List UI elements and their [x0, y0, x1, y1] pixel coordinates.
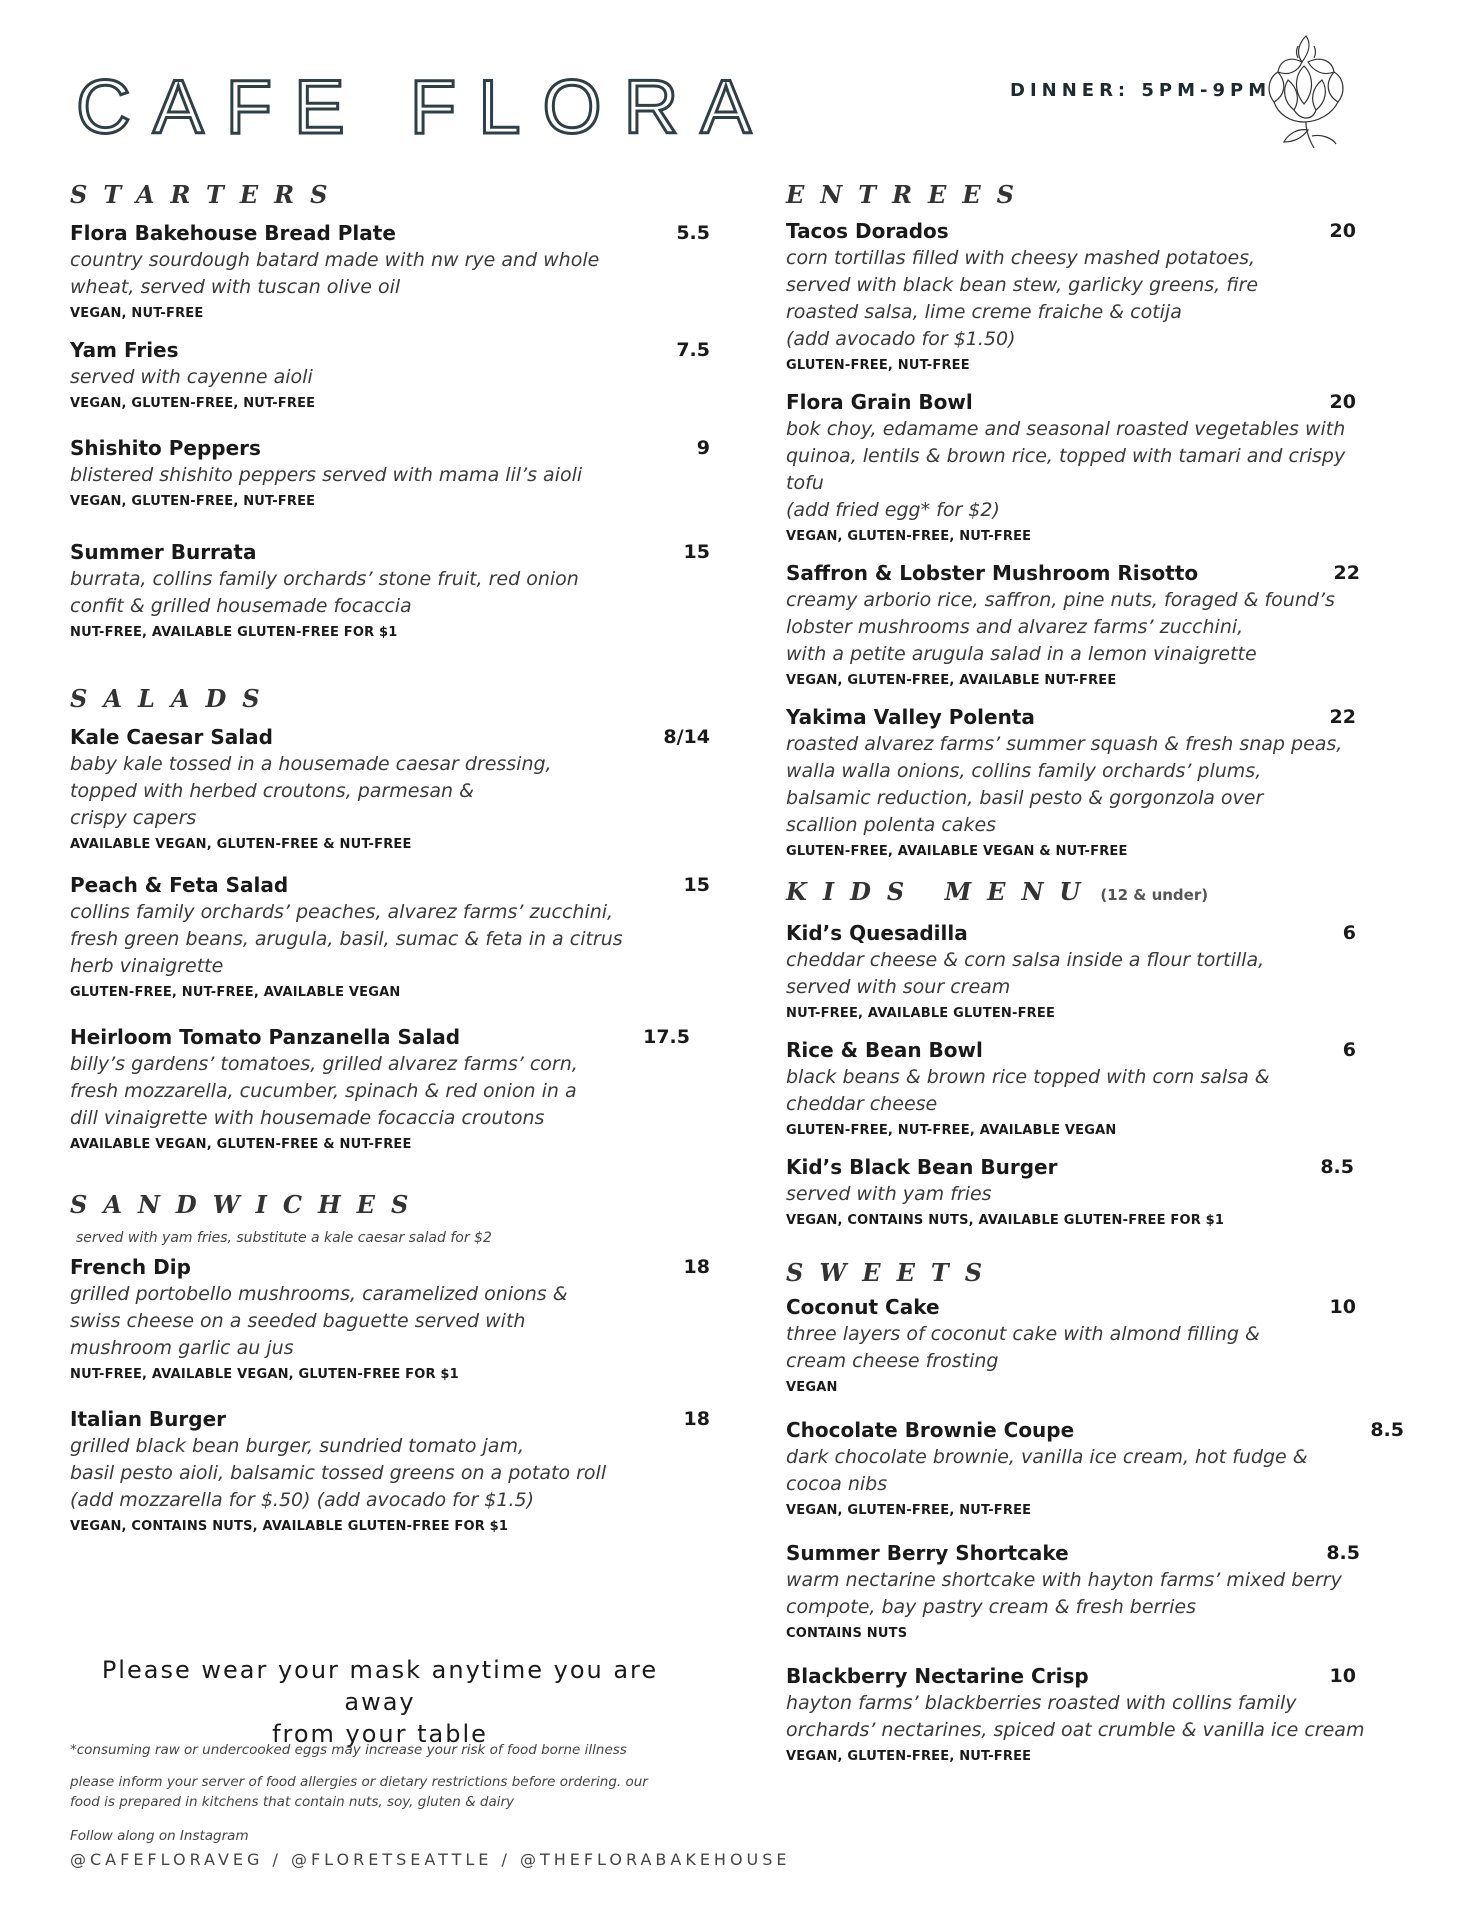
section-title-sandwiches: SANDWICHES — [70, 1190, 425, 1219]
item-description: billy’s gardens’ tomatoes, grilled alvarez farms’ corn, fresh mozzarella, cucumber, spinach & red onion in a dill vinaigrette with housemade focaccia croutons — [70, 1053, 578, 1129]
item-description: creamy arborio rice, saffron, pine nuts, foraged & found’s lobster mushrooms and alvarez farms’ zucchini, with a petite arugula salad in a lemon vinaigrette — [786, 589, 1335, 665]
left-column — [70, 180, 710, 1534]
instagram-handles[interactable]: @CAFEFLORAVEG / @FLORETSEATTLE / @THEFLORABAKEHOUSE — [70, 1850, 791, 1869]
menu-item — [786, 218, 1426, 373]
item-diet-tags: NUT-FREE, AVAILABLE VEGAN, GLUTEN-FREE FOR $1 — [70, 1367, 459, 1382]
item-price: 15 — [683, 874, 710, 896]
mask-notice: Please wear your mask anytime you are away from your table — [101, 1656, 659, 1748]
item-diet-tags: VEGAN, GLUTEN-FREE, AVAILABLE NUT-FREE — [786, 673, 1117, 688]
item-name: Kid’s Black Bean Burger — [786, 1155, 1058, 1179]
menu-item — [786, 1417, 1426, 1518]
item-diet-tags: VEGAN, CONTAINS NUTS, AVAILABLE GLUTEN-FREE FOR $1 — [786, 1213, 1225, 1228]
raw-egg-warning: *consuming raw or undercooked eggs may increase your risk of food borne illness — [70, 1742, 627, 1758]
menu-item — [70, 872, 710, 1000]
item-diet-tags: VEGAN, GLUTEN-FREE, NUT-FREE — [70, 494, 316, 509]
item-description: served with yam fries — [786, 1183, 992, 1205]
item-name: Flora Grain Bowl — [786, 390, 973, 414]
allergy-notice: please inform your server of food allergies or dietary restrictions before ordering. our food is prepared in kitchens that contain nuts, soy, gluten & dairy — [70, 1774, 648, 1810]
kids-menu-title: KIDS MENU — [786, 877, 1097, 906]
item-description: served with cayenne aioli — [70, 366, 313, 388]
item-name: Chocolate Brownie Coupe — [786, 1418, 1075, 1442]
menu-item — [786, 560, 1426, 688]
item-diet-tags: GLUTEN-FREE, AVAILABLE VEGAN & NUT-FREE — [786, 844, 1128, 859]
item-description: bok choy, edamame and seasonal roasted vegetables with quinoa, lentils & brown rice, topped with tamari and crispy tofu (add fried egg* for $2) — [786, 418, 1346, 521]
item-price: 8.5 — [1370, 1419, 1404, 1441]
menu-item — [70, 1406, 710, 1534]
item-name: Coconut Cake — [786, 1295, 940, 1319]
section-title-salads: SALADS — [70, 684, 276, 713]
item-price: 20 — [1329, 391, 1356, 413]
artichoke-icon — [1258, 30, 1354, 154]
menu-item — [70, 539, 710, 640]
item-diet-tags: VEGAN, CONTAINS NUTS, AVAILABLE GLUTEN-FREE FOR $1 — [70, 1519, 509, 1534]
item-diet-tags: VEGAN, NUT-FREE — [70, 306, 204, 321]
menu-item — [786, 1663, 1426, 1764]
item-name: Kale Caesar Salad — [70, 725, 273, 749]
menu-item — [70, 724, 710, 852]
right-column — [786, 180, 1426, 1764]
item-price: 10 — [1329, 1665, 1356, 1687]
item-description: grilled black bean burger, sundried tomato jam, basil pesto aioli, balsamic tossed greens on a potato roll (add mozzarella for $.50) (add avocado for $1.5) — [70, 1435, 607, 1511]
item-price: 10 — [1329, 1296, 1356, 1318]
item-price: 8.5 — [1320, 1156, 1354, 1178]
item-price: 5.5 — [676, 222, 710, 244]
item-description: black beans & brown rice topped with corn salsa & cheddar cheese — [786, 1066, 1270, 1115]
menu-item — [70, 1024, 710, 1152]
item-name: Yam Fries — [70, 338, 179, 362]
item-description: roasted alvarez farms’ summer squash & fresh snap peas, walla walla onions, collins family orchards’ plums, balsamic reduction, basil pesto & gorgonzola over scallion polenta cakes — [786, 733, 1343, 836]
menu-item — [70, 337, 710, 411]
item-name: Rice & Bean Bowl — [786, 1038, 983, 1062]
item-name: Italian Burger — [70, 1407, 226, 1431]
item-name: Yakima Valley Polenta — [786, 705, 1035, 729]
item-description: warm nectarine shortcake with hayton farms’ mixed berry compote, bay pastry cream & fresh berries — [786, 1569, 1342, 1618]
menu-item — [786, 389, 1426, 544]
item-diet-tags: VEGAN, GLUTEN-FREE, NUT-FREE — [786, 1503, 1032, 1518]
item-name: Heirloom Tomato Panzanella Salad — [70, 1025, 461, 1049]
salads-list — [70, 724, 710, 1152]
item-description: collins family orchards’ peaches, alvarez farms’ zucchini, fresh green beans, arugula, basil, sumac & feta in a citrus herb vinaigrette — [70, 901, 623, 977]
kids-list — [786, 920, 1426, 1228]
menu-item — [70, 435, 710, 509]
item-description: hayton farms’ blackberries roasted with collins family orchards’ nectarines, spiced oat crumble & vanilla ice cream — [786, 1692, 1365, 1741]
dinner-hours: DINNER: 5PM-9PM — [1010, 80, 1272, 101]
item-diet-tags: CONTAINS NUTS — [786, 1626, 908, 1641]
item-description: country sourdough batard made with nw rye and whole wheat, served with tuscan olive oil — [70, 249, 600, 298]
instagram-label: Follow along on Instagram — [70, 1828, 249, 1844]
menu-item — [786, 920, 1426, 1021]
sandwiches-note: served with yam fries, substitute a kale caesar salad for $2 — [76, 1230, 492, 1246]
item-name: Flora Bakehouse Bread Plate — [70, 221, 396, 245]
kids-age-note: (12 & under) — [1100, 886, 1209, 904]
item-price: 8.5 — [1326, 1542, 1360, 1564]
item-description: three layers of coconut cake with almond filling & cream cheese frosting — [786, 1323, 1260, 1372]
item-price: 18 — [683, 1408, 710, 1430]
item-price: 18 — [683, 1256, 710, 1278]
sandwiches-list — [70, 1254, 710, 1534]
item-name: Shishito Peppers — [70, 436, 261, 460]
item-name: Tacos Dorados — [786, 219, 949, 243]
item-name: Summer Berry Shortcake — [786, 1541, 1069, 1565]
menu-item — [786, 1154, 1426, 1228]
item-diet-tags: NUT-FREE, AVAILABLE GLUTEN-FREE — [786, 1006, 1056, 1021]
item-diet-tags: GLUTEN-FREE, NUT-FREE — [786, 358, 970, 373]
item-name: Kid’s Quesadilla — [786, 921, 968, 945]
item-diet-tags: GLUTEN-FREE, NUT-FREE, AVAILABLE VEGAN — [786, 1123, 1117, 1138]
section-title-starters: STARTERS — [70, 180, 344, 209]
item-diet-tags: VEGAN, GLUTEN-FREE, NUT-FREE — [70, 396, 316, 411]
entrees-list — [786, 218, 1426, 859]
item-description: blistered shishito peppers served with mama lil’s aioli — [70, 464, 583, 486]
item-price: 6 — [1342, 1039, 1356, 1061]
item-diet-tags: AVAILABLE VEGAN, GLUTEN-FREE & NUT-FREE — [70, 1137, 412, 1152]
item-price: 17.5 — [643, 1026, 690, 1048]
menu-item — [786, 1037, 1426, 1138]
menu-item — [786, 704, 1426, 859]
cafe-logo-title: CAFE FLORA — [76, 65, 774, 150]
menu-item — [786, 1540, 1426, 1641]
starters-list — [70, 220, 710, 640]
item-diet-tags: VEGAN, GLUTEN-FREE, NUT-FREE — [786, 529, 1032, 544]
item-price: 9 — [696, 437, 710, 459]
item-diet-tags: VEGAN, GLUTEN-FREE, NUT-FREE — [786, 1749, 1032, 1764]
item-description: cheddar cheese & corn salsa inside a flour tortilla, served with sour cream — [786, 949, 1265, 998]
item-description: dark chocolate brownie, vanilla ice cream, hot fudge & cocoa nibs — [786, 1446, 1308, 1495]
item-price: 20 — [1329, 220, 1356, 242]
item-diet-tags: VEGAN — [786, 1380, 838, 1395]
item-name: Peach & Feta Salad — [70, 873, 289, 897]
item-diet-tags: AVAILABLE VEGAN, GLUTEN-FREE & NUT-FREE — [70, 837, 412, 852]
item-name: Blackberry Nectarine Crisp — [786, 1664, 1089, 1688]
item-price: 22 — [1329, 706, 1356, 728]
menu-item — [70, 220, 710, 321]
item-description: grilled portobello mushrooms, caramelized onions & swiss cheese on a seeded baguette served with mushroom garlic au jus — [70, 1283, 568, 1359]
item-price: 15 — [683, 541, 710, 563]
item-name: Saffron & Lobster Mushroom Risotto — [786, 561, 1199, 585]
menu-item — [70, 1254, 710, 1382]
section-title-kids-menu — [786, 877, 1426, 910]
item-price: 8/14 — [663, 726, 710, 748]
menu-item — [786, 1294, 1426, 1395]
section-title-entrees: ENTREES — [786, 180, 1030, 209]
item-price: 6 — [1342, 922, 1356, 944]
item-name: Summer Burrata — [70, 540, 257, 564]
item-diet-tags: GLUTEN-FREE, NUT-FREE, AVAILABLE VEGAN — [70, 985, 401, 1000]
item-price: 22 — [1333, 562, 1360, 584]
item-price: 7.5 — [676, 339, 710, 361]
item-description: baby kale tossed in a housemade caesar dressing, topped with herbed croutons, parmesan & crispy capers — [70, 753, 552, 829]
item-name: French Dip — [70, 1255, 191, 1279]
section-title-sweets: SWEETS — [786, 1258, 999, 1287]
item-diet-tags: NUT-FREE, AVAILABLE GLUTEN-FREE FOR $1 — [70, 625, 398, 640]
sweets-list — [786, 1294, 1426, 1764]
item-description: burrata, collins family orchards’ stone fruit, red onion confit & grilled housemade focaccia — [70, 568, 579, 617]
item-description: corn tortillas filled with cheesy mashed potatoes, served with black bean stew, garlicky greens, fire roasted salsa, lime creme fraiche & cotija (add avocado for $1.50) — [786, 247, 1259, 350]
